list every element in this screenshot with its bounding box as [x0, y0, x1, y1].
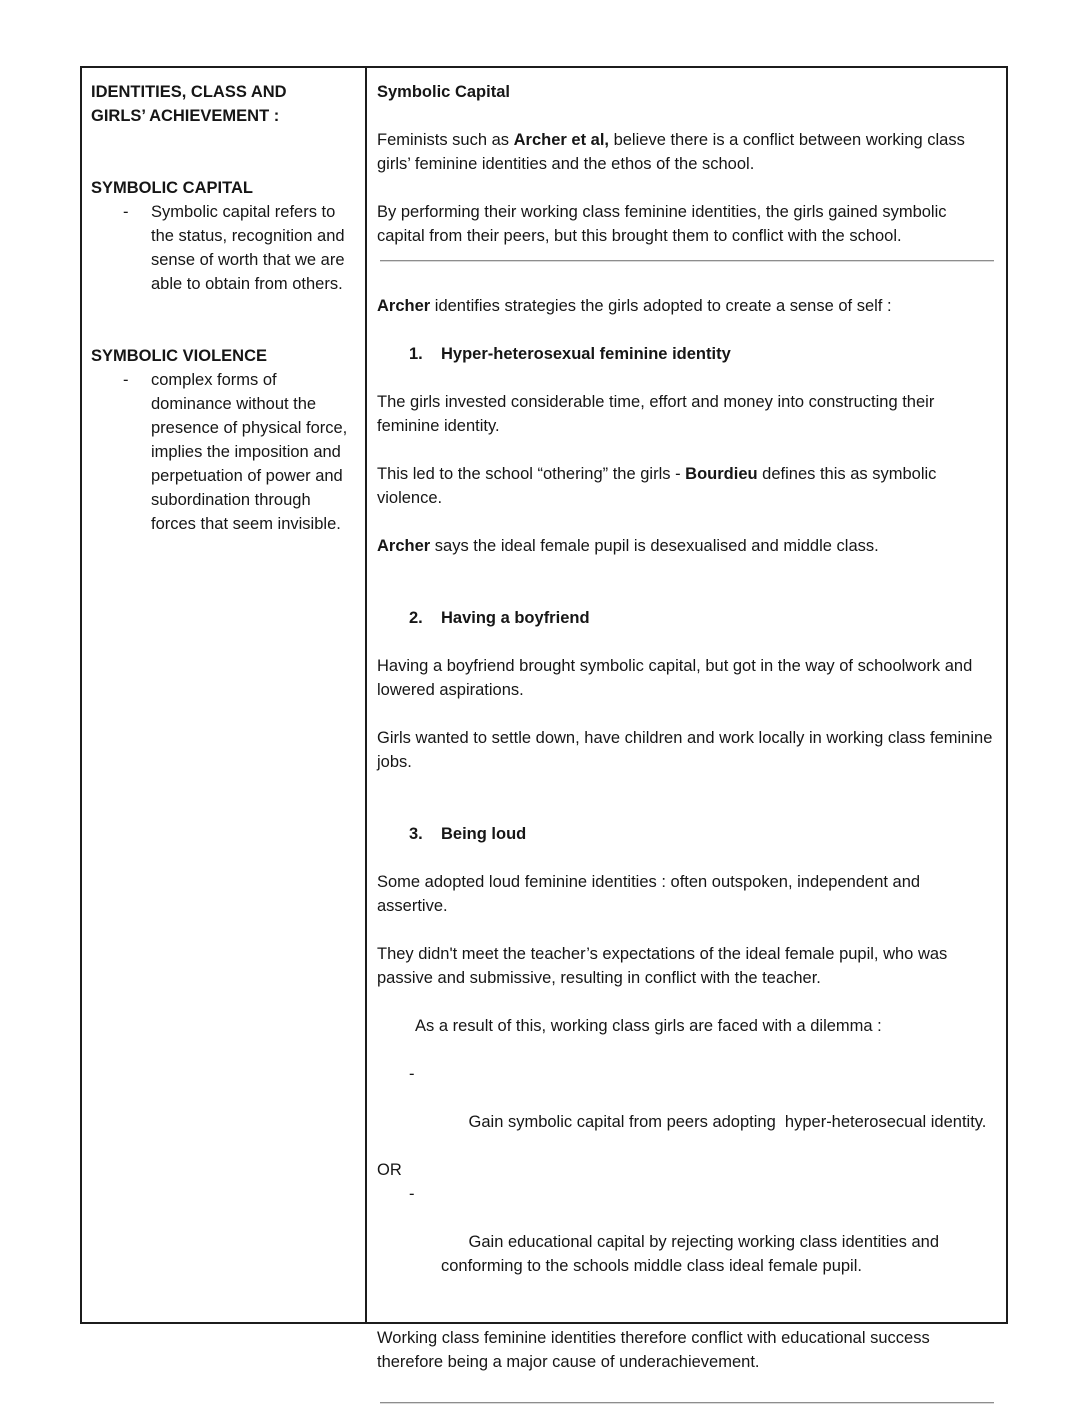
dilemma-option-1: [377, 1062, 994, 1158]
paragraph-dilemma-lead: As a result of this, working class girls are faced with a dilemma :: [415, 1017, 882, 1035]
paragraph-othering: This led to the school “othering” the girls - Bourdieu defines this as symbolic violence.: [377, 465, 941, 507]
bullet-dash: -: [409, 1185, 415, 1203]
item-number: 2.: [409, 609, 423, 627]
paragraph-strategies: Archer identifies strategies the girls adopted to create a sense of self :: [377, 297, 892, 315]
item-number: 1.: [409, 345, 423, 363]
numbered-item-3: [377, 822, 994, 846]
paragraph-boyfriend: Having a boyfriend brought symbolic capital, but got in the way of schoolwork and lowered aspirations.: [377, 657, 977, 699]
numbered-item-2: [377, 606, 994, 630]
content-heading: Symbolic Capital: [377, 83, 510, 101]
section-heading-symbolic-capital: SYMBOLIC CAPITAL: [91, 179, 253, 197]
dilemma-option-2: [377, 1182, 994, 1302]
paragraph-feminists: Feminists such as Archer et al, believe there is a conflict between working class girls’ feminine identities and the ethos of the school.: [377, 131, 970, 173]
symbolic-violence-definition-text: complex forms of dominance without the presence of physical force, implies the imposition and perpetuation of power and subordination through forces that seem invisible.: [151, 371, 348, 533]
item-number: 3.: [409, 825, 423, 843]
page-title: IDENTITIES, CLASS AND GIRLS’ ACHIEVEMENT :: [91, 83, 292, 125]
or-label: OR: [377, 1161, 402, 1179]
section-heading-symbolic-violence: SYMBOLIC VIOLENCE: [91, 347, 268, 365]
bullet-dash: -: [123, 371, 129, 389]
bullet-dash: -: [409, 1065, 415, 1083]
symbolic-violence-definition: [91, 368, 355, 536]
bullet-dash: -: [123, 203, 129, 221]
right-column-cell: [367, 68, 1008, 1371]
paragraph-conclusion: Working class feminine identities therefore conflict with educational success therefore being a major cause of underachievement.: [377, 1329, 935, 1371]
paragraph-teacher-expectations: They didn't meet the teacher’s expectations of the ideal female pupil, who was passive and submissive, resulting in conflict with the teacher.: [377, 945, 952, 987]
paragraph-invested: The girls invested considerable time, effort and money into constructing their feminine identity.: [377, 393, 939, 435]
paragraph-settle-down: Girls wanted to settle down, have children and work locally in working class feminine jobs.: [377, 729, 997, 771]
notes-table: [80, 66, 1008, 1371]
item-title: Being loud: [441, 825, 527, 843]
symbolic-capital-definition: [91, 200, 355, 296]
item-title: Hyper-heterosexual feminine identity: [441, 345, 731, 363]
dilemma-option-1-text: Gain symbolic capital from peers adopting hyper-heterosecual identity.: [468, 1113, 987, 1131]
dilemma-option-2-text: Gain educational capital by rejecting working class identities and conforming to the schools middle class ideal female pupil.: [441, 1233, 944, 1275]
item-title: Having a boyfriend: [441, 609, 590, 627]
symbolic-capital-definition-text: Symbolic capital refers to the status, recognition and sense of worth that we are able to obtain from others.: [151, 203, 345, 293]
numbered-item-1: [377, 342, 994, 366]
horizontal-divider: [380, 260, 994, 262]
paragraph-ideal-pupil: Archer says the ideal female pupil is desexualised and middle class.: [377, 537, 879, 555]
left-column-cell: [82, 68, 367, 1322]
paragraph-loud-identities: Some adopted loud feminine identities : often outspoken, independent and assertive.: [377, 873, 925, 915]
paragraph-performing: By performing their working class feminine identities, the girls gained symbolic capital from their peers, but this brought them to conflict with the school.: [377, 203, 952, 245]
